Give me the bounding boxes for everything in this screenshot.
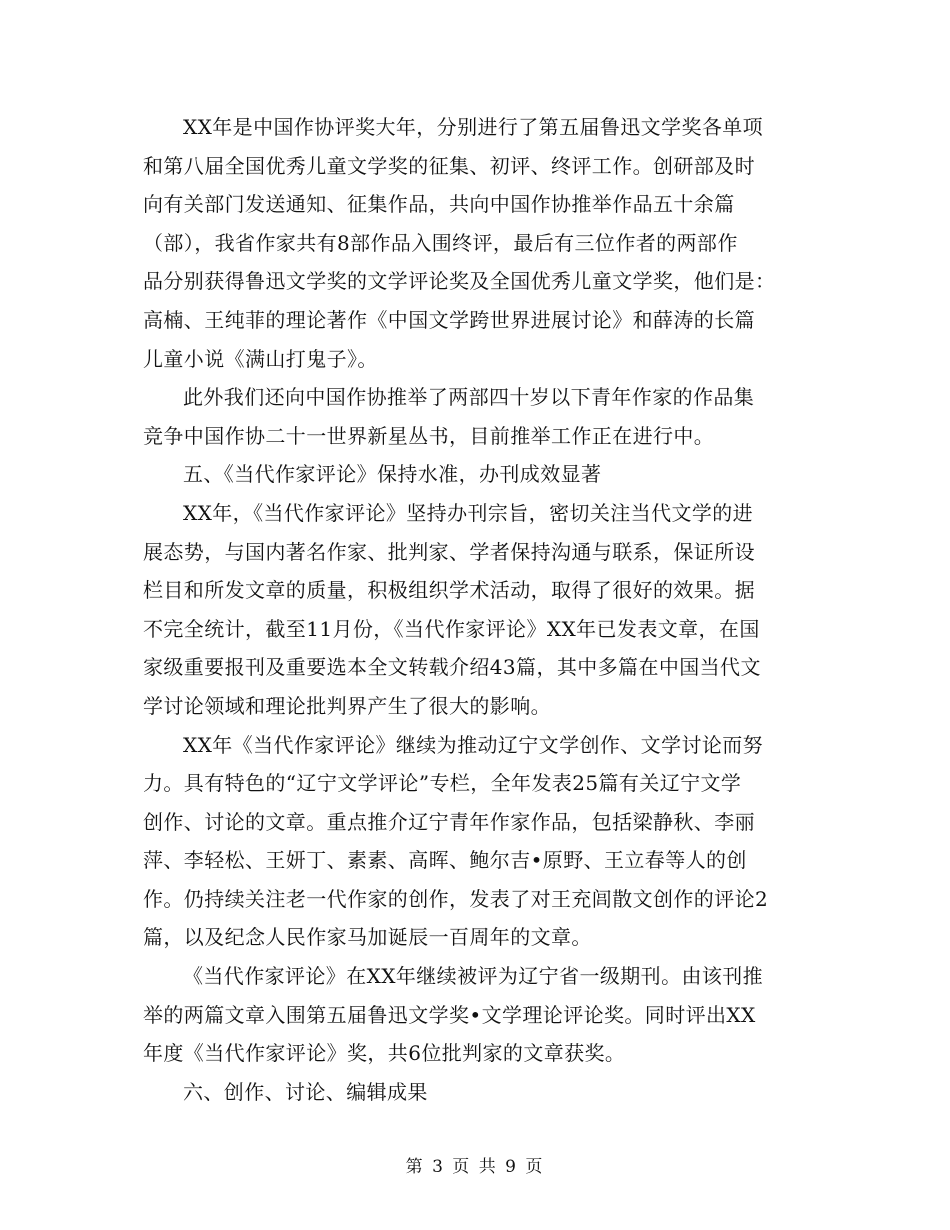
paragraph-journal-overview: XX年，《当代作家评论》坚持办刊宗旨，密切关注当代文学的进 展态势，与国内著名作家、批判家、学者保持沟通与联系，保证所设 栏目和所发文章的质量，积极组织学术活动，取得了很好的效果。据 不完全统计，截至11月份，《当代作家评论》XX年已发表文章，在国 家级重要报刊及重要选本全文转载介绍43篇，其中多篇在中国当代文 学讨论领域和理论批判界产生了很大的影响。 xyxy=(143,500,761,718)
page-number-footer: 第 3 页 共 9 页 xyxy=(405,1157,545,1177)
paragraph-liaoning-literature: XX年《当代作家评论》继续为推动辽宁文学创作、文学讨论而努 力。具有特色的“辽宁文学评论”专栏，全年发表25篇有关辽宁文学 创作、讨论的文章。重点推介辽宁青年作家作品，包括梁静秋、李丽 萍、李轻松、王妍丁、素素、高晖、鲍尔吉•原野、王立春等人的创 作。仍持续关注老一代作家的创作，发表了对王充闾散文创作的评论2 篇，以及纪念人民作家马加诞辰一百周年的文章。 xyxy=(143,732,769,950)
paragraph-new-star-series: 此外我们还向中国作协推举了两部四十岁以下青年作家的作品集 竞争中国作协二十一世界新星丛书，目前推举工作正在进行中。 xyxy=(143,385,755,448)
paragraph-journal-awards: 《当代作家评论》在XX年继续被评为辽宁省一级期刊。由该刊推 举的两篇文章入围第五届鲁迅文学奖•文学理论评论奖。同时评出XX 年度《当代作家评论》奖，共6位批判家的文章获奖。 xyxy=(143,964,764,1066)
paragraph-award-year: XX年是中国作协评奖大年，分别进行了第五届鲁迅文学奖各单项 和第八届全国优秀儿童文学奖的征集、初评、终评工作。创研部及时 向有关部门发送通知、征集作品，共向中国作协推举作品五十余篇 （部），我省作家共有8部作品入围终评，最后有三位作者的两部作 品分别获得鲁迅文学奖的文学评论奖及全国优秀儿童文学奖，他们是： 高楠、王纯菲的理论著作《中国文学跨世界进展讨论》和薛涛的长篇 儿童小说《满山打鬼子》。 xyxy=(143,115,776,371)
document-body xyxy=(143,108,811,1111)
section-heading-five: 五、《当代作家评论》保持水准，办刊成效显著 xyxy=(183,462,602,487)
section-heading-six: 六、创作、讨论、编辑成果 xyxy=(183,1079,428,1104)
